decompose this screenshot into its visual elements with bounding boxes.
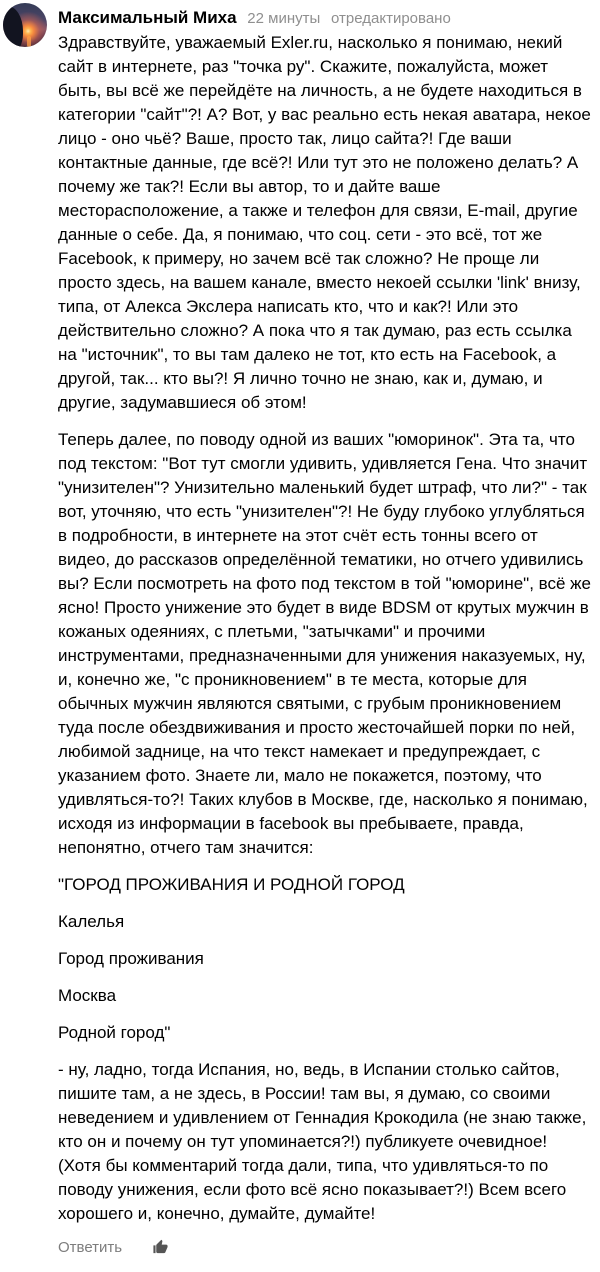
reply-button[interactable]: Ответить [58,1239,123,1256]
comment-header [58,3,592,29]
comment-author[interactable]: Максимальный Миха [58,8,237,27]
comment-paragraph: Город проживания [58,949,204,968]
comment-paragraph: "ГОРОД ПРОЖИВАНИЯ И РОДНОЙ ГОРОД [58,875,405,894]
comment-edited-label: отредактировано [331,10,451,27]
comment-paragraph: Теперь далее, по поводу одной из ваших "юморинок". Эта та, что под текстом: "Вот тут смогли удивить, удивляется Гена. Что значит "унизителен"? Унизительно маленький будет штраф, что ли?" - так вот, уточняю, что есть "унизителен"?! Не буду глубоко углубляться в подробности, в интернете на этот счёт есть тонны всего от видео, до рассказов определённой тематики, но отчего удивились вы? Если посмотреть на фото под текстом в той "юморине", всё же ясно! Просто унижение это будет в виде BDSM от крутых мужчин в кожаных одеяниях, с плетьми, "затычками" и прочими инструментами, предназначенными для унижения наказуемых, ну, и, конечно же, "с проникновением" в те места, которые для обычных мужчин являются святыми, с грубым проникновением туда после обездвиживания и просто жесточайшей порки по ней, любимой заднице, на что текст намекает и предупреждает, с указанием фото. Знаете ли, мало не покажется, поэтому, что удивляться-то?! Таких клубов в Москве, где, насколько я понимаю, исходя из информации в facebook вы пребываете, правда, непонятно, отчего там значится: [58,430,591,857]
comment-footer [58,1239,592,1272]
avatar[interactable] [3,3,47,47]
comment-content [58,3,592,1272]
comment-paragraph: Здравствуйте, уважаемый Exler.ru, насколько я понимаю, некий сайт в интернете, раз "точка ру". Скажите, пожалуйста, может быть, вы всё же перейдёте на личность, а не будете находиться в категории "сайт"?! А? Вот, у вас реально есть некая аватара, некое лицо - оно чьё? Ваше, просто так, лицо сайта?! Где ваши контактные данные, где всё?! Или тут это не положено делать? А почему же так?! Если вы автор, то и дайте ваше месторасположение, а также и телефон для связи, E-mail, другие данные о себе. Да, я понимаю, что соц. сети - это всё, тот же Facebook, к примеру, но зачем всё так сложно? Не проще ли просто здесь, на вашем канале, вместо некоей ссылки 'link' внизу, типа, от Алекса Экслера написать кто, что и как?! Или это действительно сложно? А пока что я так думаю, раз есть ссылка на "источник", то вы там далеко не тот, кто есть на Facebook, а другой, так... кто вы?! Я лично точно не знаю, как и, думаю, и другие, задумавшиеся об этом! [58,33,591,412]
comment-paragraph: Москва [58,986,117,1005]
comment-timestamp: 22 минуты [247,10,321,27]
comment-body [58,31,592,1226]
comment-paragraph: Родной город" [58,1023,171,1042]
comment-paragraph: - ну, ладно, тогда Испания, но, ведь, в Испании столько сайтов, пишите там, а не здесь, в России! там вы, я думаю, со своими неведением и удивлением от Геннадия Крокодила (не знаю также, кто он и почему он тут упоминается?!) публикуете очевидное! (Хотя бы комментарий тогда дали, типа, что удивляться-то по поводу унижения, если фото всё ясно показывает?!) Всем всего хорошего и, конечно, думайте, думайте! [58,1060,587,1223]
thumbs-up-icon[interactable] [152,1239,169,1256]
comment-paragraph: Калелья [58,912,125,931]
